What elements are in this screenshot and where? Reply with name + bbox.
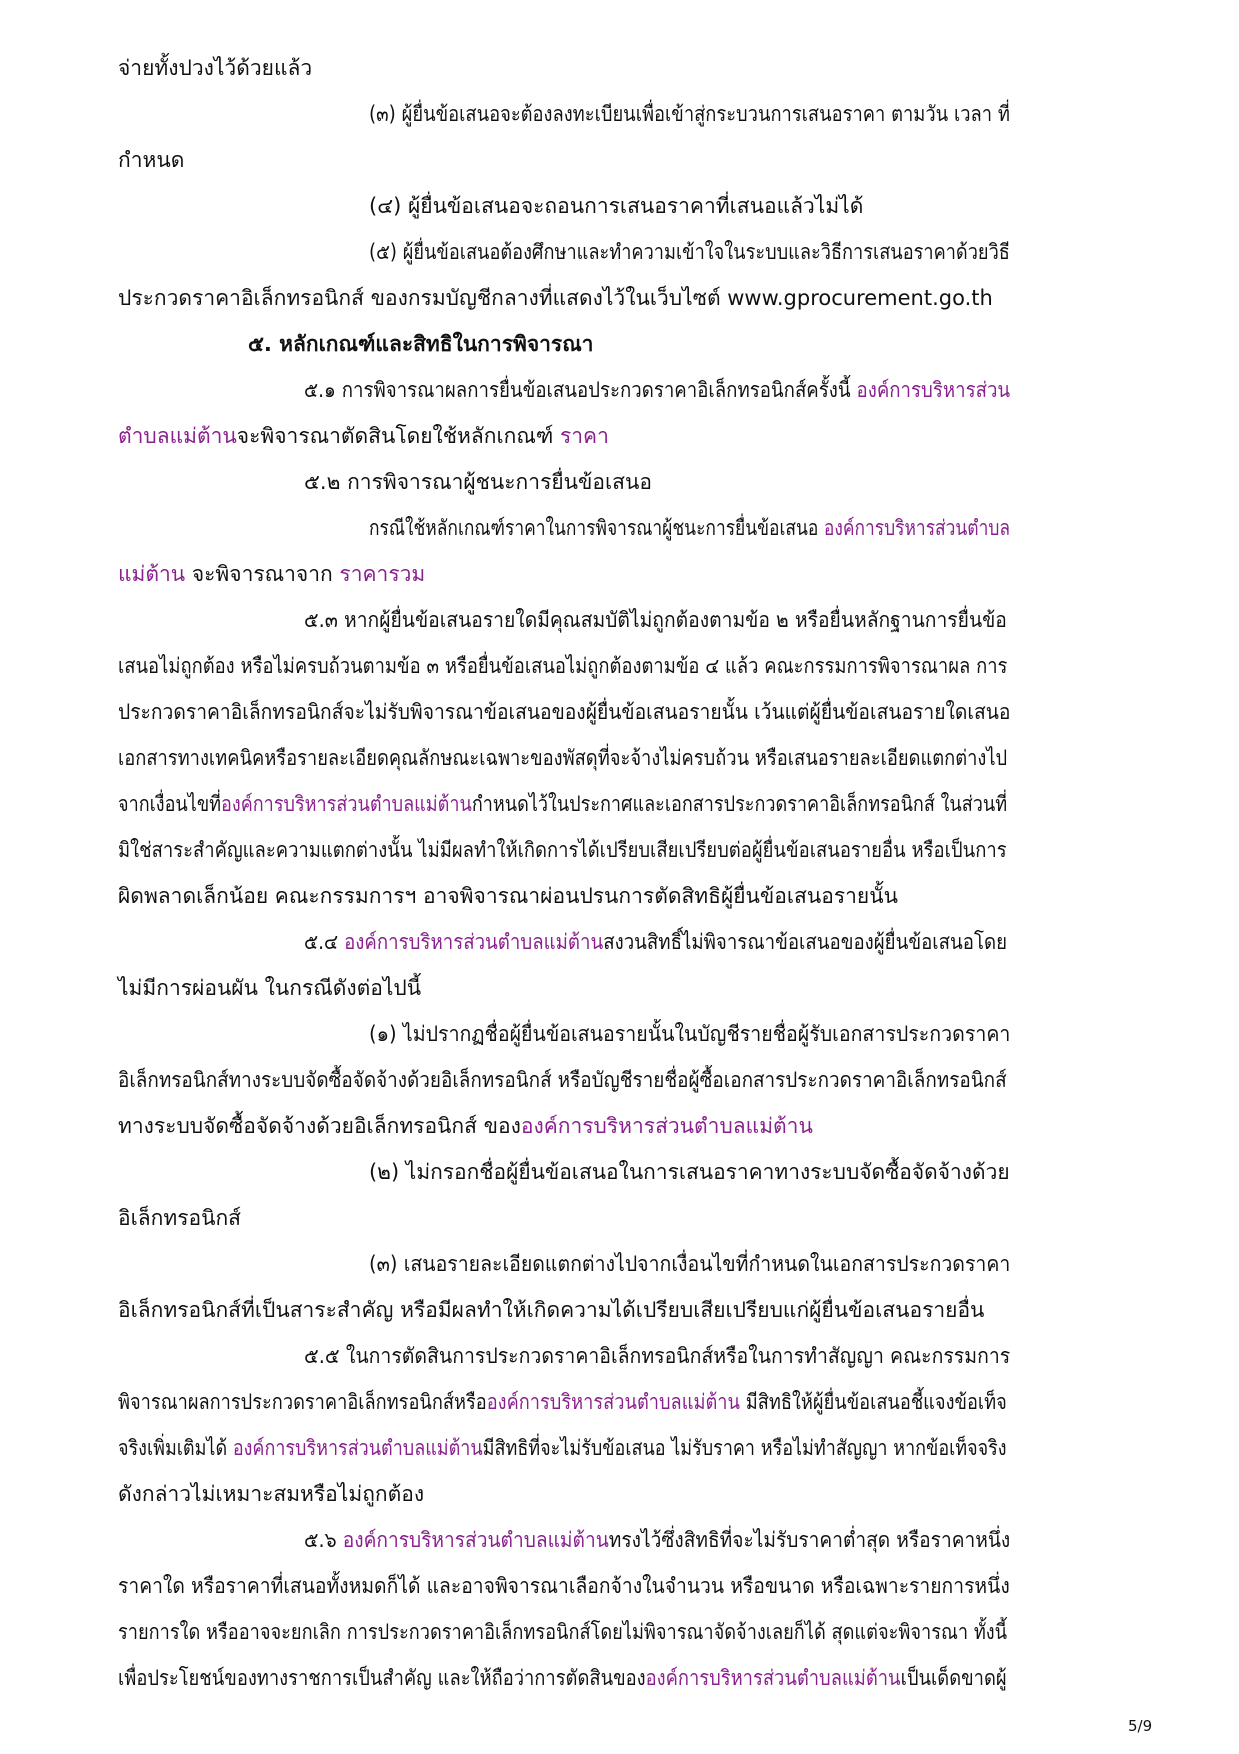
text-run: รายการใด หรืออาจจะยกเลิก การประกวดราคาอิเล็กทรอนิกส์โดยไม่พิจารณาจัดจ้างเลยก็ได้ สุดแต่จะพิจารณา ทั้งนี้ xyxy=(118,1620,1008,1644)
text-run: ๕.๓ หากผู้ยื่นข้อเสนอรายใดมีคุณสมบัติไม่ถูกต้องตามข้อ ๒ หรือยื่นหลักฐานการยื่นข้อ xyxy=(304,608,1007,632)
text-line xyxy=(118,652,1007,680)
text-line xyxy=(118,1296,984,1324)
text-run: มีสิทธิที่จะไม่รับข้อเสนอ ไม่รับราคา หรือไม่ทำสัญญา หากข้อเท็จจริง xyxy=(482,1436,1007,1460)
text-line xyxy=(304,606,1007,634)
text-run: เพื่อประโยชน์ของทางราชการเป็นสำคัญ และให้ถือว่าการตัดสินของ xyxy=(118,1666,646,1690)
text-run: มีสิทธิให้ผู้ยื่นข้อเสนอชี้แจงข้อเท็จ xyxy=(739,1390,1007,1414)
highlighted-text: องค์การบริหารส่วนตำบลแม่ต้าน xyxy=(342,1528,609,1552)
highlighted-text: องค์การบริหารส่วนตำบลแม่ต้าน xyxy=(486,1390,740,1414)
text-line xyxy=(118,744,1007,772)
text-line xyxy=(118,836,1007,864)
text-line xyxy=(118,1480,424,1508)
highlighted-text: องค์การบริหารส่วนตำบลแม่ต้าน xyxy=(232,1436,483,1460)
text-line xyxy=(118,1572,1010,1600)
text-run: เป็นเด็ดขาดผู้ xyxy=(900,1666,1007,1690)
highlighted-text: แม่ต้าน xyxy=(118,562,186,586)
highlighted-text: องค์การบริหารส่วนตำบลแม่ต้าน xyxy=(645,1666,901,1690)
text-line xyxy=(118,790,1007,818)
highlighted-text: ตำบลแม่ต้าน xyxy=(118,424,237,448)
text-run: (๒) ไม่กรอกชื่อผู้ยื่นข้อเสนอในการเสนอราคาทางระบบจัดซื้อจัดจ้างด้วย xyxy=(369,1160,1010,1184)
text-run: ทรงไว้ซึ่งสิทธิที่จะไม่รับราคาต่ำสุด หรือราคาหนึ่ง xyxy=(608,1528,1011,1552)
text-line xyxy=(248,330,593,358)
text-run: ประกวดราคาอิเล็กทรอนิกส์จะไม่รับพิจารณาข้อเสนอของผู้ยื่นข้อเสนอรายนั้น เว้นแต่ผู้ยื่นข้อเสนอรายใดเสนอ xyxy=(118,700,1011,724)
text-line xyxy=(304,1526,1010,1554)
text-line xyxy=(118,560,425,588)
text-run: สงวนสิทธิ์ไม่พิจารณาข้อเสนอของผู้ยื่นข้อเสนอโดย xyxy=(603,930,1007,954)
text-run: ๕.๑ การพิจารณาผลการยื่นข้อเสนอประกวดราคาอิเล็กทรอนิกส์ครั้งนี้ xyxy=(304,378,857,402)
text-line xyxy=(118,284,993,312)
text-run: (๓) เสนอรายละเอียดแตกต่างไปจากเงื่อนไขที่กำหนดในเอกสารประกวดราคา xyxy=(369,1252,1011,1276)
highlighted-text: องค์การบริหารส่วนตำบล xyxy=(823,516,1011,540)
text-run: ผิดพลาดเล็กน้อย คณะกรรมการฯ อาจพิจารณาผ่อนปรนการตัดสิทธิผู้ยื่นข้อเสนอรายนั้น xyxy=(118,884,898,908)
text-line xyxy=(369,1250,1010,1278)
text-line xyxy=(304,468,652,496)
text-line xyxy=(304,1342,1010,1370)
text-run: เอกสารทางเทคนิคหรือรายละเอียดคุณลักษณะเฉพาะของพัสดุที่จะจ้างไม่ครบถ้วน หรือเสนอรายละเอียดแตกต่างไป xyxy=(118,746,1008,770)
text-run: ราคาใด หรือราคาที่เสนอทั้งหมดก็ได้ และอาจพิจารณาเลือกจ้างในจำนวน หรือขนาด หรือเฉพาะรายการหนึ่ง xyxy=(118,1574,1010,1598)
text-run: อิเล็กทรอนิกส์ xyxy=(118,1206,241,1230)
text-run: พิจารณาผลการประกวดราคาอิเล็กทรอนิกส์หรือ xyxy=(118,1390,487,1414)
text-run: จะพิจารณาตัดสินโดยใช้หลักเกณฑ์ xyxy=(236,424,560,448)
text-run: (๔) ผู้ยื่นข้อเสนอจะถอนการเสนอราคาที่เสนอแล้วไม่ได้ xyxy=(369,194,864,218)
text-line xyxy=(118,1388,1007,1416)
text-run: เสนอไม่ถูกต้อง หรือไม่ครบถ้วนตามข้อ ๓ หรือยื่นข้อเสนอไม่ถูกต้องตามข้อ ๔ แล้ว คณะกรรมการพิจารณาผล การ xyxy=(118,654,1008,678)
text-run: ดังกล่าวไม่เหมาะสมหรือไม่ถูกต้อง xyxy=(118,1482,425,1506)
text-line xyxy=(118,974,421,1002)
text-line xyxy=(369,100,1010,128)
text-line xyxy=(118,54,312,82)
text-run: ๕.๒ การพิจารณาผู้ชนะการยื่นข้อเสนอ xyxy=(304,470,652,494)
highlighted-text: องค์การบริหารส่วนตำบลแม่ต้าน xyxy=(520,1114,813,1138)
text-run: ทางระบบจัดซื้อจัดจ้างด้วยอิเล็กทรอนิกส์ ของ xyxy=(118,1114,521,1138)
text-run: ๕.๕ ในการตัดสินการประกวดราคาอิเล็กทรอนิกส์หรือในการทำสัญญา คณะกรรมการ xyxy=(304,1344,1011,1368)
text-run: (๕) ผู้ยื่นข้อเสนอต้องศึกษาและทำความเข้าใจในระบบและวิธีการเสนอราคาด้วยวิธี xyxy=(369,240,1010,264)
highlighted-text: องค์การบริหารส่วนตำบลแม่ต้าน xyxy=(221,792,472,816)
text-run: ๕.๔ xyxy=(304,930,345,954)
text-run: อิเล็กทรอนิกส์ทางระบบจัดซื้อจัดจ้างด้วยอิเล็กทรอนิกส์ หรือบัญชีรายชื่อผู้ซื้อเอกสารประกวดราคาอิเล็กทรอนิกส์ xyxy=(118,1068,1007,1092)
text-run: ๕. หลักเกณฑ์และสิทธิในการพิจารณา xyxy=(248,332,594,356)
text-run: จ่ายทั้งปวงไว้ด้วยแล้ว xyxy=(118,56,313,80)
highlighted-text: องค์การบริหารส่วนตำบลแม่ต้าน xyxy=(344,930,604,954)
text-line xyxy=(369,1020,1010,1048)
page-number: 5/9 xyxy=(1128,1717,1153,1735)
text-line xyxy=(118,1204,241,1232)
text-line xyxy=(369,514,1010,542)
text-line xyxy=(118,1066,1007,1094)
text-line xyxy=(118,146,184,174)
text-run: มิใช่สาระสำคัญและความแตกต่างนั้น ไม่มีผลทำให้เกิดการได้เปรียบเสียเปรียบต่อผู้ยื่นข้อเสนอรายอื่น หรือเป็นการ xyxy=(118,838,1007,862)
text-run: จะพิจารณาจาก xyxy=(185,562,340,586)
text-run: ๕.๖ xyxy=(304,1528,343,1552)
highlighted-text: ราคารวม xyxy=(339,562,426,586)
text-line xyxy=(118,1664,1007,1692)
text-run: ประกวดราคาอิเล็กทรอนิกส์ ของกรมบัญชีกลางที่แสดงไว้ในเว็บไซต์ www.gprocurement.go.th xyxy=(118,286,993,310)
text-line xyxy=(369,1158,1010,1186)
text-line xyxy=(118,882,898,910)
text-line xyxy=(369,238,1010,266)
text-run: (๑) ไม่ปรากฏชื่อผู้ยื่นข้อเสนอรายนั้นในบัญชีรายชื่อผู้รับเอกสารประกวดราคา xyxy=(369,1022,1011,1046)
highlighted-text: องค์การบริหารส่วน xyxy=(856,378,1011,402)
text-run: กำหนดไว้ในประกาศและเอกสารประกวดราคาอิเล็กทรอนิกส์ ในส่วนที่ xyxy=(471,792,1008,816)
text-line xyxy=(304,928,1007,956)
text-run: อิเล็กทรอนิกส์ที่เป็นสาระสำคัญ หรือมีผลทำให้เกิดความได้เปรียบเสียเปรียบแก่ผู้ยื่นข้อเสนอรายอื่น xyxy=(118,1298,985,1322)
text-run: ไม่มีการผ่อนผัน ในกรณีดังต่อไปนี้ xyxy=(118,976,422,1000)
text-line xyxy=(118,1434,1007,1462)
text-line xyxy=(118,422,609,450)
text-run: กรณีใช้หลักเกณฑ์ราคาในการพิจารณาผู้ชนะการยื่นข้อเสนอ xyxy=(369,516,824,540)
text-run: กำหนด xyxy=(118,148,185,172)
text-line xyxy=(118,1618,1007,1646)
text-run: จากเงื่อนไขที่ xyxy=(118,792,222,816)
text-run: จริงเพิ่มเติมได้ xyxy=(118,1436,233,1460)
highlighted-text: ราคา xyxy=(559,424,609,448)
text-line xyxy=(369,192,863,220)
text-line xyxy=(304,376,1010,404)
text-line xyxy=(118,698,1010,726)
text-line xyxy=(118,1112,813,1140)
text-run: (๓) ผู้ยื่นข้อเสนอจะต้องลงทะเบียนเพื่อเข้าสู่กระบวนการเสนอราคา ตามวัน เวลา ที่ xyxy=(369,102,1010,126)
